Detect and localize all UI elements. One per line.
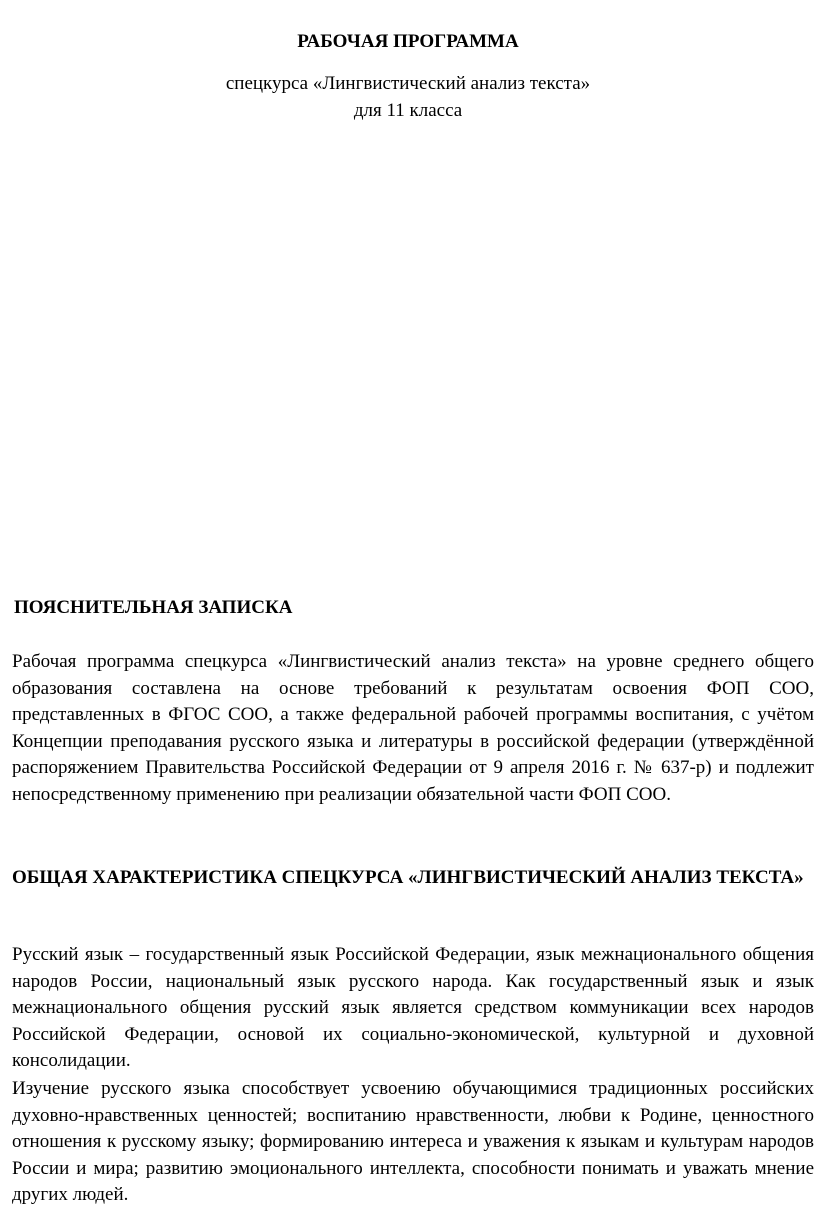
document-subtitle-grade: для 11 класса [353,100,463,121]
section-heading-course-characteristics: ОБЩАЯ ХАРАКТЕРИСТИКА СПЕЦКУРСА «ЛИНГВИСТИЧЕСКИЙ АНАЛИЗ ТЕКСТА» [12,867,804,888]
document-title: РАБОЧАЯ ПРОГРАММА [297,31,519,52]
explanatory-note-paragraph: Рабочая программа спецкурса «Лингвистический анализ текста» на уровне среднего общего образования составлена на основе требований к результатам освоения ФОП СОО, представленных в ФГОС СОО, а также федеральной рабочей программы воспитания, с учётом Концепции преподавания русского языка и литературы в российской федерации (утверждённой распоряжением Правительства Российской Федерации от 9 апреля 2016 г. № 637-р) и подлежит непосредственному применению при реализации обязательной части ФОП СОО. [12,651,814,805]
section-heading-explanatory-note: ПОЯСНИТЕЛЬНАЯ ЗАПИСКА [14,597,293,618]
document-subtitle-course: спецкурса «Лингвистический анализ текста» [225,73,591,94]
characteristics-paragraph-2: Изучение русского языка способствует усвоению обучающимися традиционных российских духовно-нравственных ценностей; воспитанию нравственности, любви к Родине, ценностного отношения к русскому языку; формированию интереса и уважения к языкам и культурам народов России и мира; развитию эмоционального интеллекта, способности понимать и уважать мнение других людей. [12,1078,814,1205]
characteristics-paragraph-1: Русский язык – государственный язык Российской Федерации, язык межнационального общения народов России, национальный язык русского народа. Как государственный язык и язык межнационального общения русский язык является средством коммуникации всех народов Российской Федерации, основой их социально-экономической, культурной и духовной консолидации. [12,944,814,1071]
